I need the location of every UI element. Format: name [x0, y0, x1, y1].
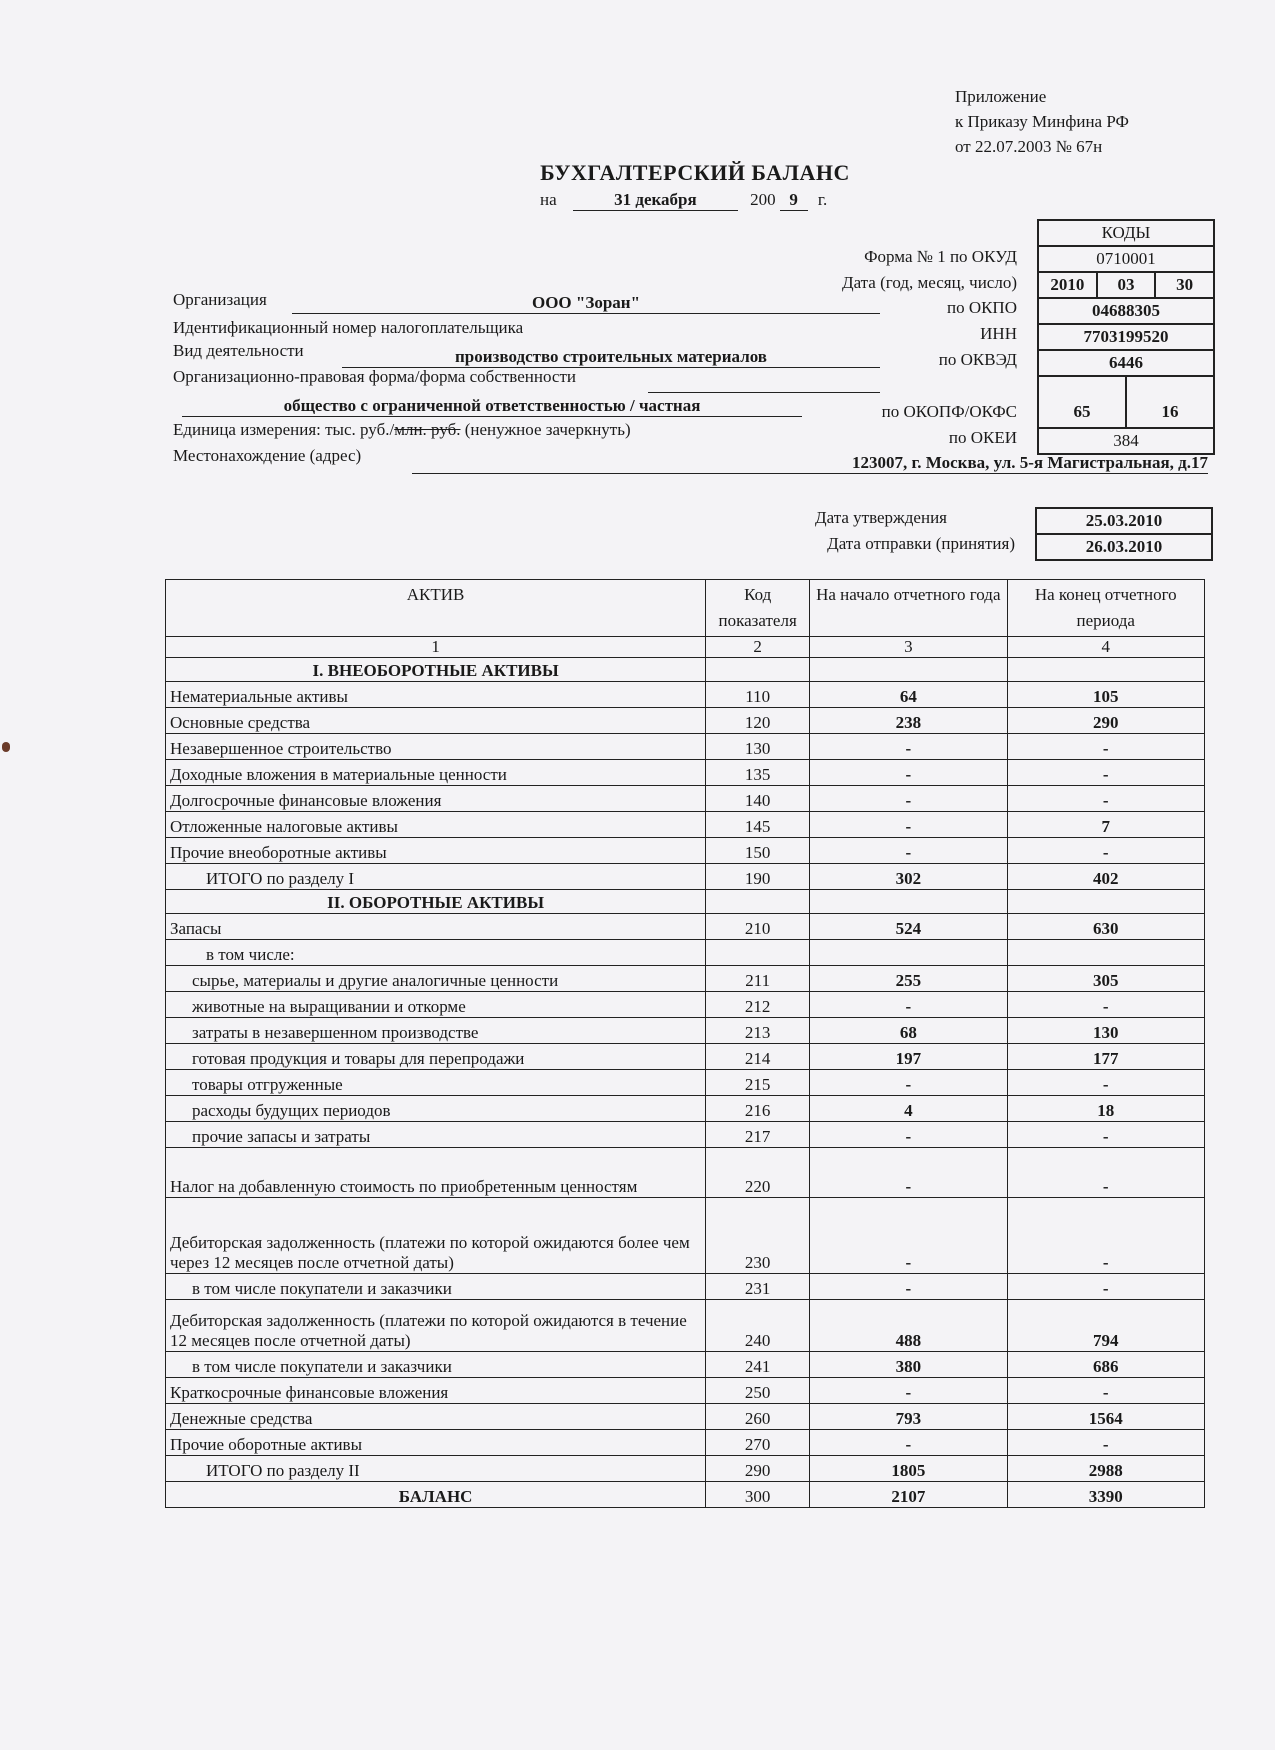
row-start-value: - [810, 734, 1007, 760]
row-code: 211 [706, 966, 810, 992]
row-code: 217 [706, 1122, 810, 1148]
table-row [166, 812, 1205, 838]
row-end-value: - [1007, 1198, 1204, 1274]
row-end-value: 2988 [1007, 1456, 1204, 1482]
section-title: I. ВНЕОБОРОТНЫЕ АКТИВЫ [166, 658, 706, 682]
row-end-value: - [1007, 760, 1204, 786]
col-num: 1 [166, 637, 706, 658]
address-label: Местонахождение (адрес) [173, 446, 362, 465]
okud-code: 0710001 [1096, 249, 1156, 268]
okopf-label: по ОКОПФ/ОКФС [881, 402, 1017, 421]
row-name: БАЛАНС [166, 1482, 706, 1508]
row-start-value: - [810, 992, 1007, 1018]
address-field [412, 453, 1208, 474]
row-code: 240 [706, 1300, 810, 1352]
row-end-value: - [1007, 992, 1204, 1018]
okpo-code: 04688305 [1092, 301, 1160, 320]
row-code: 270 [706, 1430, 810, 1456]
row-end-value: 290 [1007, 708, 1204, 734]
document-title: БУХГАЛТЕРСКИЙ БАЛАНС [540, 160, 850, 185]
row-name: затраты в незавершенном производстве [166, 1018, 706, 1044]
unit-label-start: Единица измерения: тыс. руб./ [173, 420, 395, 439]
table-row [166, 1198, 1205, 1274]
row-end-value: 794 [1007, 1300, 1204, 1352]
row-start-value: 238 [810, 708, 1007, 734]
row-start-value: 64 [810, 682, 1007, 708]
col-header-start: На начало отчетного года [810, 580, 1007, 637]
balance-table [165, 579, 1205, 1508]
activity-label: Вид деятельности [173, 341, 304, 360]
date-prefix: на [540, 190, 557, 209]
section-header-row [166, 890, 1205, 914]
table-row [166, 1148, 1205, 1198]
row-name: прочие запасы и затраты [166, 1122, 706, 1148]
row-code: 190 [706, 864, 810, 890]
row-name: Прочие внеоборотные активы [166, 838, 706, 864]
okpo-label: по ОКПО [946, 298, 1017, 317]
table-row [166, 1070, 1205, 1096]
row-name: Денежные средства [166, 1404, 706, 1430]
row-start-value: 302 [810, 864, 1007, 890]
row-name: Нематериальные активы [166, 682, 706, 708]
table-row [166, 1018, 1205, 1044]
appendix-line: от 22.07.2003 № 67н [955, 137, 1103, 156]
date-label: Дата (год, месяц, число) [841, 273, 1017, 292]
row-start-value: - [810, 1198, 1007, 1274]
row-code: 300 [706, 1482, 810, 1508]
row-code: 260 [706, 1404, 810, 1430]
row-start-value: - [810, 1274, 1007, 1300]
approval-box [1035, 507, 1213, 561]
table-row [166, 838, 1205, 864]
row-code: 241 [706, 1352, 810, 1378]
row-end-value: 18 [1007, 1096, 1204, 1122]
table-row [166, 1404, 1205, 1430]
row-name: Прочие оборотные активы [166, 1430, 706, 1456]
row-name: Незавершенное строительство [166, 734, 706, 760]
row-code: 213 [706, 1018, 810, 1044]
table-row [166, 940, 1205, 966]
row-start-value: 1805 [810, 1456, 1007, 1482]
inn-code: 7703199520 [1083, 327, 1169, 346]
report-day-month: 31 декабря [573, 190, 738, 211]
codes-header: КОДЫ [1101, 223, 1151, 242]
appendix-line: Приложение [955, 87, 1047, 106]
row-end-value: - [1007, 1430, 1204, 1456]
appendix-note [955, 84, 1129, 159]
row-start-value: 793 [810, 1404, 1007, 1430]
table-row [166, 1378, 1205, 1404]
row-code: 290 [706, 1456, 810, 1482]
row-name: готовая продукция и товары для перепродажи [166, 1044, 706, 1070]
row-start-value: - [810, 1070, 1007, 1096]
row-code: 150 [706, 838, 810, 864]
row-start-value: - [810, 1148, 1007, 1198]
row-code: 215 [706, 1070, 810, 1096]
row-start-value: 4 [810, 1096, 1007, 1122]
row-end-value: - [1007, 1122, 1204, 1148]
row-code: 130 [706, 734, 810, 760]
table-row [166, 760, 1205, 786]
okopf-code: 65 [1073, 402, 1091, 421]
approved-date: 25.03.2010 [1085, 511, 1163, 530]
row-start-value: - [810, 838, 1007, 864]
row-code: 110 [706, 682, 810, 708]
year-digit: 9 [780, 190, 808, 211]
row-end-value: 686 [1007, 1352, 1204, 1378]
row-start-value: 255 [810, 966, 1007, 992]
row-end-value: - [1007, 1378, 1204, 1404]
row-code: 140 [706, 786, 810, 812]
row-end-value: - [1007, 786, 1204, 812]
row-start-value: - [810, 1122, 1007, 1148]
row-code: 231 [706, 1274, 810, 1300]
row-end-value [1007, 940, 1204, 966]
row-name: животные на выращивании и откорме [166, 992, 706, 1018]
row-name: сырье, материалы и другие аналогичные ценности [166, 966, 706, 992]
approved-label: Дата утверждения [815, 508, 947, 527]
okud-label: Форма № 1 по ОКУД [864, 247, 1017, 266]
row-end-value: 177 [1007, 1044, 1204, 1070]
col-num: 2 [706, 637, 810, 658]
okei-code: 384 [1113, 431, 1139, 450]
table-row [166, 1096, 1205, 1122]
column-number-row [166, 637, 1205, 658]
row-name: Основные средства [166, 708, 706, 734]
row-start-value: - [810, 812, 1007, 838]
row-end-value: - [1007, 838, 1204, 864]
section-header-row [166, 658, 1205, 682]
date-day: 30 [1154, 273, 1213, 297]
row-code: 216 [706, 1096, 810, 1122]
table-row [166, 786, 1205, 812]
col-num: 3 [810, 637, 1007, 658]
row-start-value: 488 [810, 1300, 1007, 1352]
inn-label: Идентификационный номер налогоплательщика [173, 318, 524, 337]
row-start-value: 380 [810, 1352, 1007, 1378]
row-end-value: - [1007, 1148, 1204, 1198]
codes-box [1037, 219, 1215, 455]
col-header-end: На конец отчетного периода [1007, 580, 1204, 637]
table-row [166, 1274, 1205, 1300]
okfs-code: 16 [1125, 377, 1213, 427]
row-start-value: 197 [810, 1044, 1007, 1070]
row-end-value: - [1007, 734, 1204, 760]
row-name: товары отгруженные [166, 1070, 706, 1096]
row-name: в том числе покупатели и заказчики [166, 1274, 706, 1300]
inn-code-label: ИНН [980, 324, 1017, 343]
row-code: 250 [706, 1378, 810, 1404]
sent-date: 26.03.2010 [1037, 533, 1211, 559]
row-name: Отложенные налоговые активы [166, 812, 706, 838]
row-start-value: 68 [810, 1018, 1007, 1044]
row-code [706, 940, 810, 966]
legal-form-underline [648, 392, 880, 393]
row-start-value: - [810, 1378, 1007, 1404]
row-start-value: 524 [810, 914, 1007, 940]
row-end-value: - [1007, 1274, 1204, 1300]
unit-label [173, 420, 631, 440]
row-end-value: 7 [1007, 812, 1204, 838]
row-end-value: 130 [1007, 1018, 1204, 1044]
table-row [166, 1044, 1205, 1070]
row-name: Дебиторская задолженность (платежи по которой ожидаются более чем через 12 месяцев после отчетной даты) [166, 1198, 706, 1274]
sent-label: Дата отправки (принятия) [827, 534, 1015, 553]
date-suffix: г. [817, 190, 828, 209]
scan-mark [2, 742, 10, 752]
address-value: 123007, г. Москва, ул. 5-я Магистральная, д.17 [851, 453, 1208, 472]
year-prefix: 200 [750, 190, 776, 209]
col-header-asset: АКТИВ [166, 580, 706, 637]
row-end-value: 105 [1007, 682, 1204, 708]
row-name: Дебиторская задолженность (платежи по которой ожидаются в течение 12 месяцев после отчетной даты) [166, 1300, 706, 1352]
okved-code: 6446 [1109, 353, 1143, 372]
row-end-value: 305 [1007, 966, 1204, 992]
table-header-row [166, 580, 1205, 637]
row-name: в том числе покупатели и заказчики [166, 1352, 706, 1378]
appendix-line: к Приказу Минфина РФ [955, 112, 1129, 131]
row-start-value: 2107 [810, 1482, 1007, 1508]
row-name: Запасы [166, 914, 706, 940]
row-name: Краткосрочные финансовые вложения [166, 1378, 706, 1404]
legal-form-field: общество с ограниченной ответственностью / частная [182, 396, 802, 417]
row-code: 214 [706, 1044, 810, 1070]
table-row [166, 1352, 1205, 1378]
table-row [166, 1300, 1205, 1352]
section-total-row [166, 864, 1205, 890]
row-end-value: 402 [1007, 864, 1204, 890]
row-name: ИТОГО по разделу II [166, 1456, 706, 1482]
org-name-field: ООО "Зоран" [292, 293, 880, 314]
col-header-code: Код показателя [706, 580, 810, 637]
row-code: 120 [706, 708, 810, 734]
row-name: расходы будущих периодов [166, 1096, 706, 1122]
row-end-value: 1564 [1007, 1404, 1204, 1430]
row-code: 230 [706, 1198, 810, 1274]
table-row [166, 1122, 1205, 1148]
table-row [166, 1430, 1205, 1456]
legal-form-label: Организационно-правовая форма/форма собственности [173, 367, 576, 386]
row-name: ИТОГО по разделу I [166, 864, 706, 890]
row-start-value [810, 940, 1007, 966]
activity-field: производство строительных материалов [342, 347, 880, 368]
row-name: в том числе: [166, 940, 706, 966]
table-row [166, 682, 1205, 708]
row-code: 212 [706, 992, 810, 1018]
org-label: Организация [173, 290, 267, 309]
row-name: Долгосрочные финансовые вложения [166, 786, 706, 812]
date-year: 2010 [1050, 275, 1085, 294]
row-code: 145 [706, 812, 810, 838]
row-end-value: 630 [1007, 914, 1204, 940]
okved-label: по ОКВЭД [938, 350, 1017, 369]
report-date-line [540, 190, 827, 211]
row-start-value: - [810, 786, 1007, 812]
okei-label: по ОКЕИ [948, 428, 1017, 447]
table-row [166, 708, 1205, 734]
row-end-value: 3390 [1007, 1482, 1204, 1508]
row-start-value: - [810, 1430, 1007, 1456]
table-row [166, 966, 1205, 992]
date-month: 03 [1096, 273, 1155, 297]
row-code: 210 [706, 914, 810, 940]
table-row [166, 992, 1205, 1018]
row-code: 220 [706, 1148, 810, 1198]
table-row [166, 914, 1205, 940]
unit-struck: млн. руб. [394, 420, 461, 439]
row-code: 135 [706, 760, 810, 786]
table-row [166, 734, 1205, 760]
col-num: 4 [1007, 637, 1204, 658]
row-start-value: - [810, 760, 1007, 786]
row-name: Доходные вложения в материальные ценности [166, 760, 706, 786]
row-name: Налог на добавленную стоимость по приобретенным ценностям [166, 1148, 706, 1198]
section-total-row [166, 1456, 1205, 1482]
section-title: II. ОБОРОТНЫЕ АКТИВЫ [166, 890, 706, 914]
balance-total-row [166, 1482, 1205, 1508]
unit-label-end: (ненужное зачеркнуть) [460, 420, 631, 439]
row-end-value: - [1007, 1070, 1204, 1096]
